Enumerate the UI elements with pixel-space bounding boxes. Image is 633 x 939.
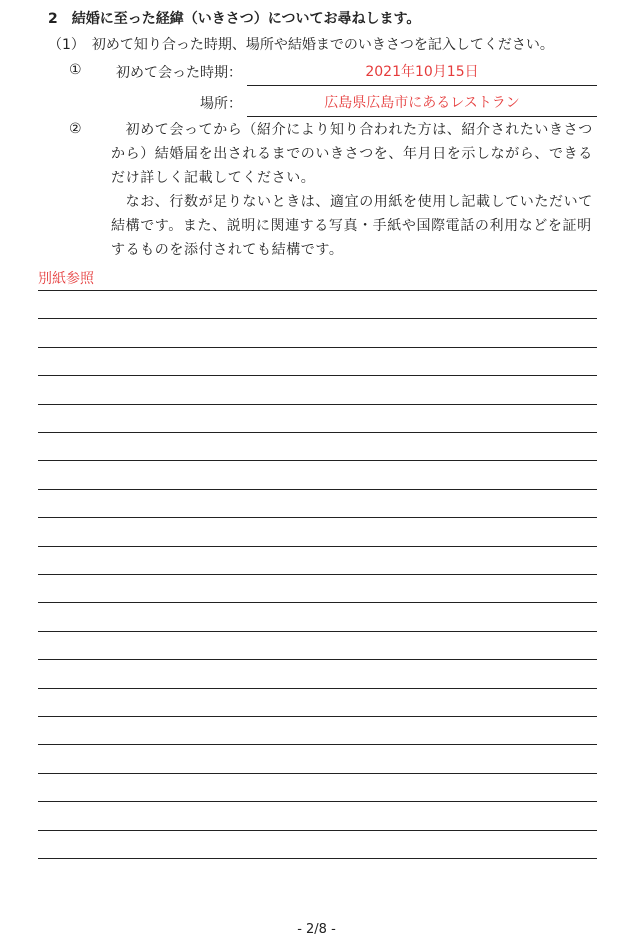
first-meeting-time-value[interactable]: 2021年10月15日	[365, 64, 479, 80]
question-1: （1） 初めて知り合った時期、場所や結婚までのいきさつを記入してください。	[48, 37, 554, 53]
place-value[interactable]: 広島県広島市にあるレストラン	[324, 95, 520, 111]
writing-line	[38, 517, 597, 518]
writing-line	[38, 375, 597, 376]
writing-line	[38, 460, 597, 461]
writing-line	[38, 631, 597, 632]
place-underline	[247, 116, 597, 117]
writing-line	[38, 290, 597, 291]
time-underline	[247, 85, 597, 86]
writing-line	[38, 318, 597, 319]
writing-line	[38, 830, 597, 831]
writing-line	[38, 858, 597, 859]
section-title: 2 結婚に至った経緯（いきさつ）についてお尋ねします。	[48, 11, 421, 27]
writing-line	[38, 688, 597, 689]
answer-note[interactable]: 別紙参照	[38, 271, 94, 287]
writing-line	[38, 773, 597, 774]
item-1-number: ①	[69, 62, 82, 78]
item-2-instructions: 初めて会ってから（紹介により知り合われた方は、紹介されたいきさつから）結婚届を出されるまでのいきさつを、年月日を示しながら、できるだけ詳しく記載してください。	[111, 122, 593, 186]
writing-line	[38, 716, 597, 717]
writing-line	[38, 347, 597, 348]
writing-line	[38, 432, 597, 433]
writing-line	[38, 659, 597, 660]
writing-line	[38, 404, 597, 405]
writing-line	[38, 602, 597, 603]
place-label: 場所：	[200, 96, 242, 112]
writing-line	[38, 744, 597, 745]
writing-line	[38, 801, 597, 802]
first-meeting-time-label: 初めて会った時期：	[116, 65, 242, 81]
writing-line	[38, 489, 597, 490]
writing-line	[38, 574, 597, 575]
item-2-number: ②	[69, 121, 82, 137]
page-number: - 2/8 -	[297, 922, 336, 937]
item-2-note: なお、行数が足りないときは、適宜の用紙を使用し記載していただいて結構です。また、説明に関連する写真・手紙や国際電話の利用などを証明するものを添付されても結構です。	[111, 194, 593, 258]
writing-line	[38, 546, 597, 547]
